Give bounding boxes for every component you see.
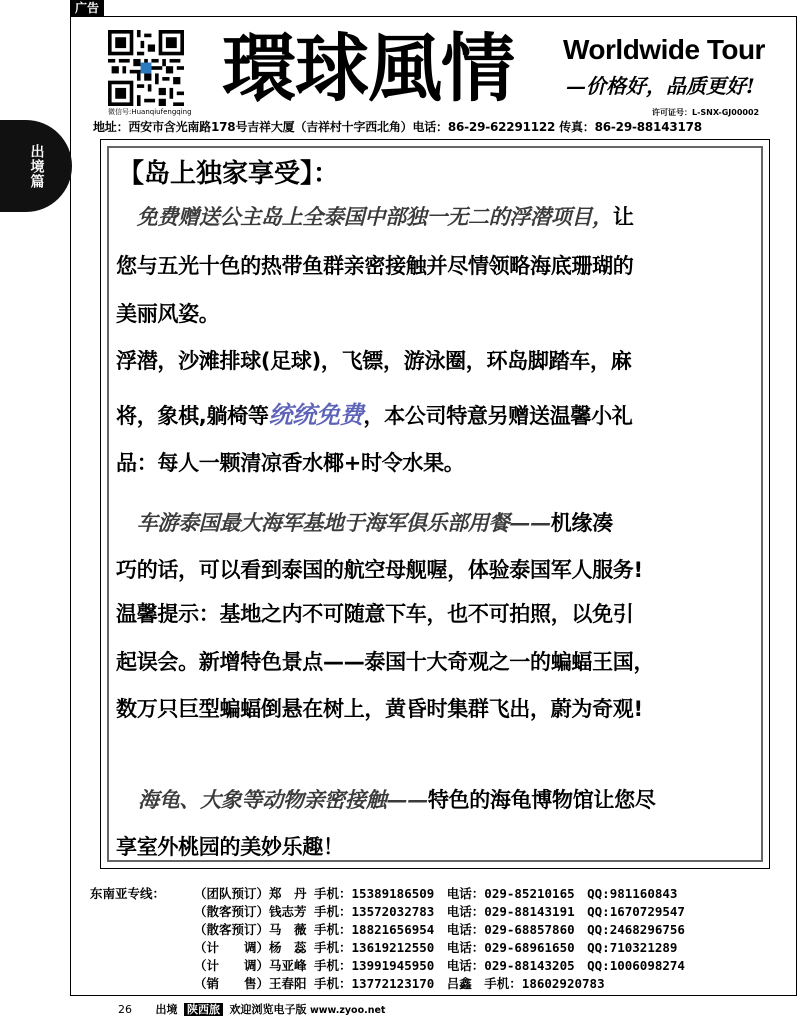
p2-post-text: ，本公司特意另赠送温馨小礼 xyxy=(363,404,633,428)
p2-line-1: 浮潜，沙滩排球(足球)，飞镖，游泳圈，环岛脚踏车，麻 xyxy=(116,349,632,373)
contact-row-text: （计 调）马亚峰 手机：13991945950 电话：029-88143205 QQ:1006098274 xyxy=(194,958,685,973)
address-line: 地址：西安市含光南路178号吉祥大厦（吉祥村十字西北角）电话：86-29-62291122 传真：86-29-88143178 xyxy=(93,120,702,134)
brand-slogan: —价格好，品质更好! xyxy=(566,74,755,98)
ad-tag: 广告 xyxy=(70,0,104,17)
brand-english: Worldwide Tour xyxy=(563,34,765,65)
p1-bold-text: 让 xyxy=(612,205,634,229)
free-highlight: 统统免费 xyxy=(268,401,364,429)
contact-row-text: （散客预订）马 薇 手机：18821656954 电话：029-68857860 QQ:2468296756 xyxy=(194,922,685,937)
p4-bold-text: 特色的海龟博物馆让您尽 xyxy=(427,788,656,812)
page-footer xyxy=(118,1001,385,1017)
footer-logo: 陕西旅 xyxy=(184,1003,223,1016)
p3-line-2: 巧的话，可以看到泰国的航空母舰喔，体验泰国军人服务! xyxy=(116,558,643,582)
footer-url[interactable]: www.zyoo.net xyxy=(310,1005,386,1016)
contact-row-text: （散客预订）钱志芳 手机：13572032783 电话：029-88143191 QQ:1670729547 xyxy=(194,904,685,919)
contact-row-text: （计 调）杨 蕊 手机：13619212550 电话：029-68961650 QQ:710321289 xyxy=(194,940,678,955)
license-number: 许可证号：L-SNX-GJ00002 xyxy=(652,108,760,117)
contact-row xyxy=(90,939,685,957)
contact-row-text: （团队预订）郑 丹 手机：15389186509 电话：029-85210165 QQ:981160843 xyxy=(194,886,678,901)
footer-text: 欢迎浏览电子版 xyxy=(229,1003,307,1016)
p3-bold-text: 机缘凑 xyxy=(550,511,613,535)
p1-line-3: 美丽风姿。 xyxy=(116,302,220,326)
p4-line-1 xyxy=(138,784,656,814)
contact-row xyxy=(90,921,685,939)
p3-line-5: 数万只巨型蝙蝠倒悬在树上，黄昏时集群飞出，蔚为奇观! xyxy=(116,697,643,721)
p1-line-1 xyxy=(116,201,634,231)
brand-title: 環球風情 xyxy=(222,26,514,112)
page-number: 26 xyxy=(118,1003,132,1016)
p4-gray-text: 海龟、大象等动物亲密接触—— xyxy=(138,787,428,812)
p4-line-2: 享室外桃园的美妙乐趣！ xyxy=(116,835,344,859)
content-heading: 【岛上独家享受】： xyxy=(118,159,340,189)
section-side-tab: 出境篇 xyxy=(0,120,72,212)
contact-row xyxy=(90,975,685,993)
contact-list xyxy=(90,885,685,993)
contact-row xyxy=(90,903,685,921)
p3-gray-text: 车游泰国最大海军基地于海军俱乐部用餐—— xyxy=(116,510,551,535)
p3-line-4: 起误会。新增特色景点——泰国十大奇观之一的蝙蝠王国， xyxy=(116,650,655,674)
contact-row xyxy=(90,957,685,975)
contact-row-text: （销 售）王春阳 手机：13772123170 吕鑫 手机：18602920783 xyxy=(194,976,605,991)
contact-row xyxy=(90,885,685,903)
p1-gray-text: 免费赠送公主岛上全泰国中部独一无二的浮潜项目， xyxy=(116,204,613,229)
p2-line-3: 品：每人一颗清凉香水椰+时令水果。 xyxy=(116,451,465,475)
p1-line-2: 您与五光十色的热带鱼群亲密接触并尽情领略海底珊瑚的 xyxy=(116,254,634,278)
p3-line-3: 温馨提示：基地之内不可随意下车，也不可拍照，以免引 xyxy=(116,602,634,626)
contact-label: 东南亚专线： xyxy=(90,886,166,901)
p2-pre-text: 将，象棋,躺椅等 xyxy=(116,404,269,428)
p2-line-2 xyxy=(116,395,633,430)
p3-line-1 xyxy=(116,507,613,537)
qr-code-icon xyxy=(108,30,184,106)
footer-section: 出境 xyxy=(155,1003,178,1016)
qr-caption: 微信号:Huanqiufengqing xyxy=(108,108,192,116)
